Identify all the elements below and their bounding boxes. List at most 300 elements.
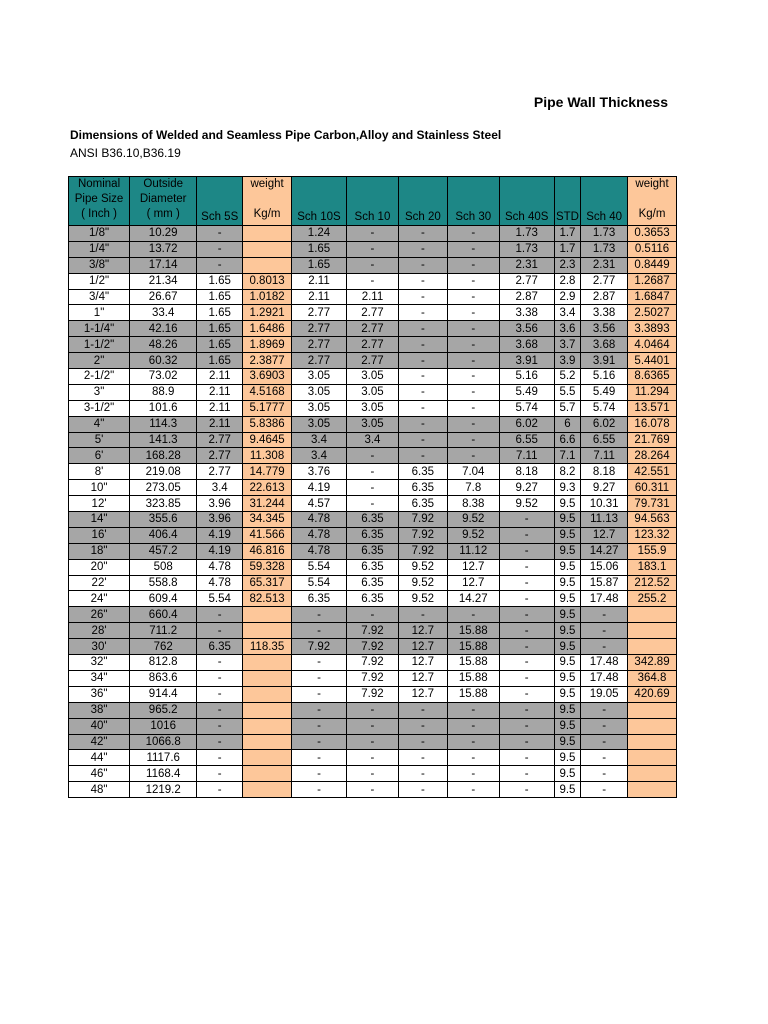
table-cell: 5.74: [581, 400, 628, 416]
table-cell: 1.2921: [243, 305, 292, 321]
table-cell: [243, 702, 292, 718]
table-cell: 17.48: [581, 591, 628, 607]
table-cell: 3.68: [581, 337, 628, 353]
table-cell: 4": [69, 416, 130, 432]
table-cell: -: [292, 686, 347, 702]
table-cell: 0.5116: [628, 241, 677, 257]
table-row: [69, 734, 677, 750]
table-cell: 1.65: [197, 337, 243, 353]
table-cell: [628, 718, 677, 734]
table-cell: 9.5: [554, 702, 580, 718]
table-cell: 9.5: [554, 686, 580, 702]
table-cell: 5.1777: [243, 400, 292, 416]
table-cell: 9.5: [554, 655, 580, 671]
table-cell: [243, 782, 292, 798]
table-cell: 183.1: [628, 559, 677, 575]
table-cell: [628, 734, 677, 750]
table-cell: 7.92: [346, 655, 398, 671]
table-cell: -: [292, 607, 347, 623]
table-row: [69, 337, 677, 353]
table-cell: 21.34: [130, 273, 197, 289]
table-cell: 5.16: [499, 369, 554, 385]
table-cell: 9.52: [398, 575, 447, 591]
table-cell: 5.54: [197, 591, 243, 607]
table-cell: 812.8: [130, 655, 197, 671]
table-cell: 3.05: [346, 400, 398, 416]
table-cell: 26": [69, 607, 130, 623]
table-cell: -: [197, 670, 243, 686]
table-cell: 2.11: [346, 289, 398, 305]
table-cell: 3.91: [499, 353, 554, 369]
table-cell: 9.5: [554, 575, 580, 591]
table-cell: 9.5: [554, 543, 580, 559]
table-cell: 5.2: [554, 369, 580, 385]
table-cell: 9.52: [447, 512, 499, 528]
table-cell: 40": [69, 718, 130, 734]
table-cell: -: [398, 273, 447, 289]
table-cell: 46.816: [243, 543, 292, 559]
table-row: [69, 512, 677, 528]
table-cell: 2-1/2": [69, 369, 130, 385]
table-cell: 1219.2: [130, 782, 197, 798]
table-cell: 5.16: [581, 369, 628, 385]
table-cell: 2.31: [581, 257, 628, 273]
table-cell: -: [499, 591, 554, 607]
table-cell: 9.5: [554, 527, 580, 543]
table-cell: 13.72: [130, 241, 197, 257]
table-row: [69, 527, 677, 543]
table-cell: -: [447, 782, 499, 798]
table-cell: -: [447, 353, 499, 369]
table-cell: 3.05: [346, 384, 398, 400]
table-row: [69, 480, 677, 496]
table-cell: 7.92: [346, 639, 398, 655]
table-cell: 1/4": [69, 241, 130, 257]
table-cell: 16.078: [628, 416, 677, 432]
table-cell: 212.52: [628, 575, 677, 591]
table-cell: 355.6: [130, 512, 197, 528]
table-cell: -: [499, 607, 554, 623]
table-cell: 1.7: [554, 241, 580, 257]
table-cell: 8.6365: [628, 369, 677, 385]
table-cell: 79.731: [628, 496, 677, 512]
table-cell: 4.78: [292, 512, 347, 528]
table-cell: 2.87: [499, 289, 554, 305]
table-cell: -: [292, 718, 347, 734]
table-cell: -: [447, 766, 499, 782]
table-cell: 4.78: [197, 575, 243, 591]
table-cell: -: [398, 337, 447, 353]
table-cell: 4.78: [292, 543, 347, 559]
table-cell: 5.74: [499, 400, 554, 416]
table-cell: 4.19: [292, 480, 347, 496]
table-cell: -: [447, 369, 499, 385]
table-cell: 1066.8: [130, 734, 197, 750]
table-cell: 12.7: [398, 639, 447, 655]
table-cell: 7.92: [346, 670, 398, 686]
table-cell: 3.76: [292, 464, 347, 480]
table-cell: 2.9: [554, 289, 580, 305]
table-cell: 19.05: [581, 686, 628, 702]
table-cell: 5.5: [554, 384, 580, 400]
table-cell: 3.3893: [628, 321, 677, 337]
page-title: Pipe Wall Thickness: [533, 94, 668, 110]
table-cell: 3.9: [554, 353, 580, 369]
table-cell: -: [581, 766, 628, 782]
table-cell: 2.11: [197, 384, 243, 400]
table-cell: 9.4645: [243, 432, 292, 448]
table-cell: -: [499, 782, 554, 798]
table-cell: 2.77: [197, 464, 243, 480]
table-cell: -: [447, 321, 499, 337]
table-cell: [628, 607, 677, 623]
table-cell: 2.3: [554, 257, 580, 273]
table-cell: 8.2: [554, 464, 580, 480]
table-cell: -: [398, 448, 447, 464]
table-cell: 48": [69, 782, 130, 798]
table-cell: [243, 734, 292, 750]
table-row: [69, 226, 677, 242]
table-cell: 11.308: [243, 448, 292, 464]
table-cell: 3.6: [554, 321, 580, 337]
table-cell: -: [197, 750, 243, 766]
table-cell: -: [292, 623, 347, 639]
table-cell: 9.52: [398, 591, 447, 607]
table-cell: 9.5: [554, 607, 580, 623]
table-cell: 9.52: [398, 559, 447, 575]
table-cell: 9.5: [554, 718, 580, 734]
header-weight-sch40: weight Kg/m: [628, 177, 677, 226]
table-cell: [628, 750, 677, 766]
table-row: [69, 416, 677, 432]
table-cell: 14": [69, 512, 130, 528]
table-cell: -: [197, 766, 243, 782]
table-cell: 10.29: [130, 226, 197, 242]
table-cell: -: [346, 226, 398, 242]
table-cell: [243, 226, 292, 242]
table-cell: -: [292, 655, 347, 671]
table-cell: 323.85: [130, 496, 197, 512]
table-cell: 3.38: [499, 305, 554, 321]
table-cell: 60.311: [628, 480, 677, 496]
header-sch5s: Sch 5S: [197, 177, 243, 226]
table-cell: [628, 766, 677, 782]
table-cell: 609.4: [130, 591, 197, 607]
table-cell: 1-1/4": [69, 321, 130, 337]
table-cell: 0.8449: [628, 257, 677, 273]
table-cell: 2.8: [554, 273, 580, 289]
table-cell: -: [447, 750, 499, 766]
table-cell: -: [447, 448, 499, 464]
table-cell: -: [581, 750, 628, 766]
table-cell: 558.8: [130, 575, 197, 591]
table-cell: -: [398, 321, 447, 337]
table-cell: 1.6486: [243, 321, 292, 337]
table-cell: 1.7: [554, 226, 580, 242]
table-cell: -: [292, 702, 347, 718]
table-cell: -: [447, 273, 499, 289]
table-cell: 5.49: [581, 384, 628, 400]
table-cell: 11.13: [581, 512, 628, 528]
table-cell: 14.779: [243, 464, 292, 480]
table-row: [69, 448, 677, 464]
table-cell: 15.06: [581, 559, 628, 575]
table-cell: 8': [69, 464, 130, 480]
table-cell: -: [398, 416, 447, 432]
table-cell: -: [197, 226, 243, 242]
table-cell: 15.88: [447, 639, 499, 655]
table-cell: 6.35: [292, 591, 347, 607]
table-row: [69, 766, 677, 782]
table-cell: -: [398, 702, 447, 718]
table-cell: 3/8": [69, 257, 130, 273]
header-sch10s: Sch 10S: [292, 177, 347, 226]
table-cell: -: [398, 353, 447, 369]
table-cell: 7.92: [398, 543, 447, 559]
table-cell: 13.571: [628, 400, 677, 416]
table-cell: -: [499, 623, 554, 639]
table-row: [69, 559, 677, 575]
table-cell: 2.77: [292, 305, 347, 321]
table-cell: 3.96: [197, 512, 243, 528]
table-cell: 65.317: [243, 575, 292, 591]
table-cell: -: [499, 750, 554, 766]
table-cell: 5.4401: [628, 353, 677, 369]
table-cell: 9.5: [554, 639, 580, 655]
table-cell: [243, 655, 292, 671]
table-row: [69, 623, 677, 639]
table-cell: 7.11: [581, 448, 628, 464]
table-cell: 2.11: [197, 400, 243, 416]
table-cell: 6.35: [398, 464, 447, 480]
table-cell: 11.294: [628, 384, 677, 400]
table-cell: 12.7: [581, 527, 628, 543]
table-cell: -: [499, 718, 554, 734]
table-row: [69, 702, 677, 718]
table-cell: [243, 257, 292, 273]
table-cell: -: [447, 241, 499, 257]
table-cell: 48.26: [130, 337, 197, 353]
table-cell: [243, 686, 292, 702]
table-cell: 6.6: [554, 432, 580, 448]
table-cell: 0.3653: [628, 226, 677, 242]
table-cell: 9.5: [554, 782, 580, 798]
table-cell: 9.5: [554, 734, 580, 750]
table-cell: 9.5: [554, 623, 580, 639]
table-cell: 3.05: [292, 369, 347, 385]
table-cell: 2.77: [292, 353, 347, 369]
table-cell: 2.87: [581, 289, 628, 305]
table-cell: 660.4: [130, 607, 197, 623]
table-cell: 114.3: [130, 416, 197, 432]
table-cell: -: [581, 607, 628, 623]
table-cell: 9.5: [554, 591, 580, 607]
table-cell: 33.4: [130, 305, 197, 321]
header-sch40s: Sch 40S: [499, 177, 554, 226]
table-cell: 17.14: [130, 257, 197, 273]
table-cell: 9.52: [499, 496, 554, 512]
table-cell: 15.88: [447, 670, 499, 686]
table-cell: [243, 766, 292, 782]
table-cell: 5.8386: [243, 416, 292, 432]
header-sch40: Sch 40: [581, 177, 628, 226]
table-cell: 10": [69, 480, 130, 496]
table-cell: 118.35: [243, 639, 292, 655]
table-cell: 2.11: [197, 416, 243, 432]
table-cell: 38": [69, 702, 130, 718]
table-cell: -: [346, 766, 398, 782]
table-cell: 2.77: [292, 337, 347, 353]
header-weight-sch5s: weight Kg/m: [243, 177, 292, 226]
table-cell: 1.65: [197, 273, 243, 289]
table-cell: -: [447, 384, 499, 400]
table-cell: 7.92: [398, 527, 447, 543]
table-cell: -: [499, 639, 554, 655]
table-cell: 273.05: [130, 480, 197, 496]
table-cell: 88.9: [130, 384, 197, 400]
table-cell: 10.31: [581, 496, 628, 512]
table-row: [69, 257, 677, 273]
table-cell: -: [197, 686, 243, 702]
table-cell: 141.3: [130, 432, 197, 448]
header-sch20: Sch 20: [398, 177, 447, 226]
table-cell: 7.11: [499, 448, 554, 464]
table-cell: 30': [69, 639, 130, 655]
table-cell: 4.57: [292, 496, 347, 512]
table-row: [69, 321, 677, 337]
table-cell: 3.4: [554, 305, 580, 321]
table-cell: -: [447, 305, 499, 321]
table-cell: -: [499, 543, 554, 559]
table-cell: 6: [554, 416, 580, 432]
table-cell: 4.78: [197, 559, 243, 575]
table-cell: 508: [130, 559, 197, 575]
table-cell: 14.27: [447, 591, 499, 607]
table-cell: -: [197, 655, 243, 671]
table-cell: -: [447, 416, 499, 432]
table-cell: [243, 607, 292, 623]
table-cell: 2.77: [581, 273, 628, 289]
table-row: [69, 750, 677, 766]
table-cell: 914.4: [130, 686, 197, 702]
table-cell: 219.08: [130, 464, 197, 480]
table-cell: -: [499, 527, 554, 543]
table-cell: 2": [69, 353, 130, 369]
table-cell: 28.264: [628, 448, 677, 464]
table-cell: 2.3877: [243, 353, 292, 369]
table-cell: 3.4: [346, 432, 398, 448]
table-cell: 0.8013: [243, 273, 292, 289]
table-cell: 1.65: [197, 289, 243, 305]
table-cell: 2.77: [346, 353, 398, 369]
table-cell: 44": [69, 750, 130, 766]
table-cell: -: [346, 782, 398, 798]
table-cell: 3": [69, 384, 130, 400]
table-cell: 14.27: [581, 543, 628, 559]
table-cell: 73.02: [130, 369, 197, 385]
table-cell: 18": [69, 543, 130, 559]
table-cell: 2.11: [292, 273, 347, 289]
table-cell: 17.48: [581, 670, 628, 686]
header-sch30: Sch 30: [447, 177, 499, 226]
table-row: [69, 496, 677, 512]
table-cell: -: [447, 702, 499, 718]
document-subtitle: Dimensions of Welded and Seamless Pipe Carbon,Alloy and Stainless Steel: [70, 128, 502, 142]
table-cell: 9.5: [554, 496, 580, 512]
table-cell: -: [398, 305, 447, 321]
table-cell: 20": [69, 559, 130, 575]
header-nominal-size: Nominal Pipe Size ( Inch ): [69, 177, 130, 226]
table-cell: 3.05: [292, 400, 347, 416]
table-cell: 6.55: [499, 432, 554, 448]
table-cell: -: [398, 734, 447, 750]
table-cell: 4.5168: [243, 384, 292, 400]
table-cell: 32": [69, 655, 130, 671]
table-cell: -: [197, 623, 243, 639]
table-cell: 12.7: [398, 670, 447, 686]
table-cell: -: [346, 464, 398, 480]
table-cell: 5.7: [554, 400, 580, 416]
table-cell: -: [346, 257, 398, 273]
table-cell: 7.92: [292, 639, 347, 655]
table-cell: 101.6: [130, 400, 197, 416]
table-cell: 17.48: [581, 655, 628, 671]
table-cell: -: [447, 718, 499, 734]
table-row: [69, 241, 677, 257]
document-standard: ANSI B36.10,B36.19: [70, 146, 181, 160]
table-cell: 3.91: [581, 353, 628, 369]
table-cell: 31.244: [243, 496, 292, 512]
table-cell: -: [398, 607, 447, 623]
table-cell: -: [398, 384, 447, 400]
header-outside-diameter: Outside Diameter ( mm ): [130, 177, 197, 226]
table-cell: 123.32: [628, 527, 677, 543]
table-cell: 2.77: [197, 432, 243, 448]
table-cell: 1117.6: [130, 750, 197, 766]
table-row: [69, 432, 677, 448]
table-cell: 6.02: [581, 416, 628, 432]
table-cell: -: [292, 670, 347, 686]
table-cell: 6.35: [346, 575, 398, 591]
table-cell: -: [197, 241, 243, 257]
table-row: [69, 575, 677, 591]
table-cell: -: [581, 639, 628, 655]
table-cell: 42": [69, 734, 130, 750]
table-cell: [243, 670, 292, 686]
table-cell: -: [197, 607, 243, 623]
table-cell: -: [581, 782, 628, 798]
table-cell: -: [447, 257, 499, 273]
table-cell: -: [398, 257, 447, 273]
table-cell: 3.4: [292, 448, 347, 464]
table-cell: -: [197, 734, 243, 750]
table-cell: 2.77: [292, 321, 347, 337]
table-cell: 4.0464: [628, 337, 677, 353]
table-cell: -: [346, 750, 398, 766]
table-cell: 6.35: [346, 559, 398, 575]
table-cell: 6.35: [346, 543, 398, 559]
table-cell: 22.613: [243, 480, 292, 496]
table-cell: [243, 718, 292, 734]
table-cell: 1168.4: [130, 766, 197, 782]
table-row: [69, 353, 677, 369]
table-cell: 1.2687: [628, 273, 677, 289]
table-cell: 8.38: [447, 496, 499, 512]
table-cell: [243, 750, 292, 766]
table-row: [69, 686, 677, 702]
table-cell: 12.7: [447, 575, 499, 591]
table-cell: 24": [69, 591, 130, 607]
